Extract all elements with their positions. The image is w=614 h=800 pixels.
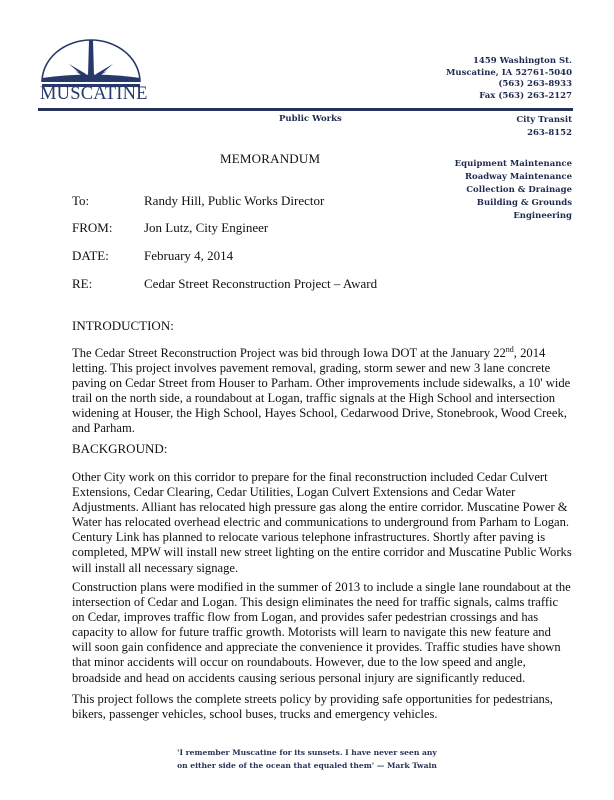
intro-text-post: , 2014 letting. This project involves pavement removal, grading, storm sewer and new 3 lane concrete paving on Cedar Street from Houser to Parham. Other improvements include sidewalks, a 10' wide trail on the north side, a roundabout at Logan, traffic signals at the High School and intersection widening at Houser, the High School, Hayes School, Cedarwood Drive, Stonebrook, Wood Creek, and Parham. (72, 346, 571, 436)
fax-number: Fax (563) 263-2127 (479, 90, 572, 101)
address-block (446, 56, 572, 102)
division-list (455, 158, 572, 223)
background-text: Construction plans were modified in the summer of 2013 to include a single lane roundabout at the intersection of Cedar and Logan. This design eliminates the need for traffic signals, calms traffic on Cedar, improves traffic flow from Logan, and provides safer pedestrian crossings and has capacity to allow for future traffic growth. Motorists will learn to navigate this new feature and will soon gain confidence and appreciate the convenience it provides. Traffic studies have shown that minor accidents will occur on roundabouts. However, due to the low speed and angle, broadside and head on accidents causing serious personal injury are significantly reduced. (72, 580, 571, 685)
division-item: Collection & Drainage (466, 185, 572, 195)
intro-text-pre: The Cedar Street Reconstruction Project was bid through Iowa DOT at the January 22 (72, 346, 506, 360)
memo-to-label: To: (72, 193, 90, 208)
division-sidebar (455, 114, 572, 223)
background-text: Other City work on this corridor to prepare for the final reconstruction included Cedar Culvert Extensions, Cedar Clearing, Cedar Utilities, Logan Culvert Extensions and Cedar Water Adjustments. Alliant has relocated high pressure gas along the entire corridor. Muscatine Power & Water has relocated overhead electric and communications to underground from Parham to Logan. Century Link has planned to relocate various telephone infrastructures. Shortly after paving is completed, MPW will install new street lighting on the entire corridor and Muscatine Public Works will install all necessary signage. (72, 470, 572, 575)
memo-to-value: Randy Hill, Public Works Director (144, 193, 325, 208)
memo-from-value: Jon Lutz, City Engineer (144, 220, 269, 235)
memo-re-value: Cedar Street Reconstruction Project – Award (144, 276, 378, 291)
division-item: Engineering (513, 211, 572, 221)
transit-phone: 263-8152 (527, 128, 572, 138)
introduction-paragraph (72, 346, 572, 437)
memo-date-value: February 4, 2014 (144, 248, 234, 263)
footer-quote (0, 747, 614, 772)
division-item: Building & Grounds (476, 198, 572, 208)
quote-line-2: on either side of the ocean that equaled them' — Mark Twain (177, 760, 437, 770)
quote-line-1: 'I remember Muscatine for its sunsets. I have never seen any (177, 748, 437, 757)
background-paragraph-1 (72, 470, 572, 576)
letterhead-rule (38, 108, 573, 111)
background-heading: BACKGROUND: (72, 441, 168, 456)
background-paragraph-3 (72, 692, 572, 722)
memo-date-label: DATE: (72, 248, 109, 263)
transit-label: City Transit (516, 115, 572, 125)
department-label: Public Works (279, 114, 342, 124)
division-item: Roadway Maintenance (464, 172, 572, 182)
division-item: Equipment Maintenance (454, 159, 572, 169)
ordinal-suffix: nd (505, 344, 514, 354)
introduction-heading: INTRODUCTION: (72, 318, 174, 333)
city-address: Muscatine, IA 52761-5040 (445, 67, 572, 78)
background-text: This project follows the complete streets policy by providing safe opportunities for pedestrians, bikers, passenger vehicles, school buses, trucks and emergency vehicles. (72, 692, 553, 722)
memo-title: MEMORANDUM (220, 151, 321, 166)
phone-number: (563) 263-8933 (498, 79, 572, 89)
background-paragraph-2 (72, 580, 572, 686)
logo-wordmark: MUSCATINE (40, 84, 148, 104)
sunrise-logo-icon (39, 38, 143, 88)
memo-from-label: FROM: (72, 220, 113, 235)
street-address: 1459 Washington St. (472, 56, 572, 66)
memo-re-label: RE: (72, 276, 93, 291)
